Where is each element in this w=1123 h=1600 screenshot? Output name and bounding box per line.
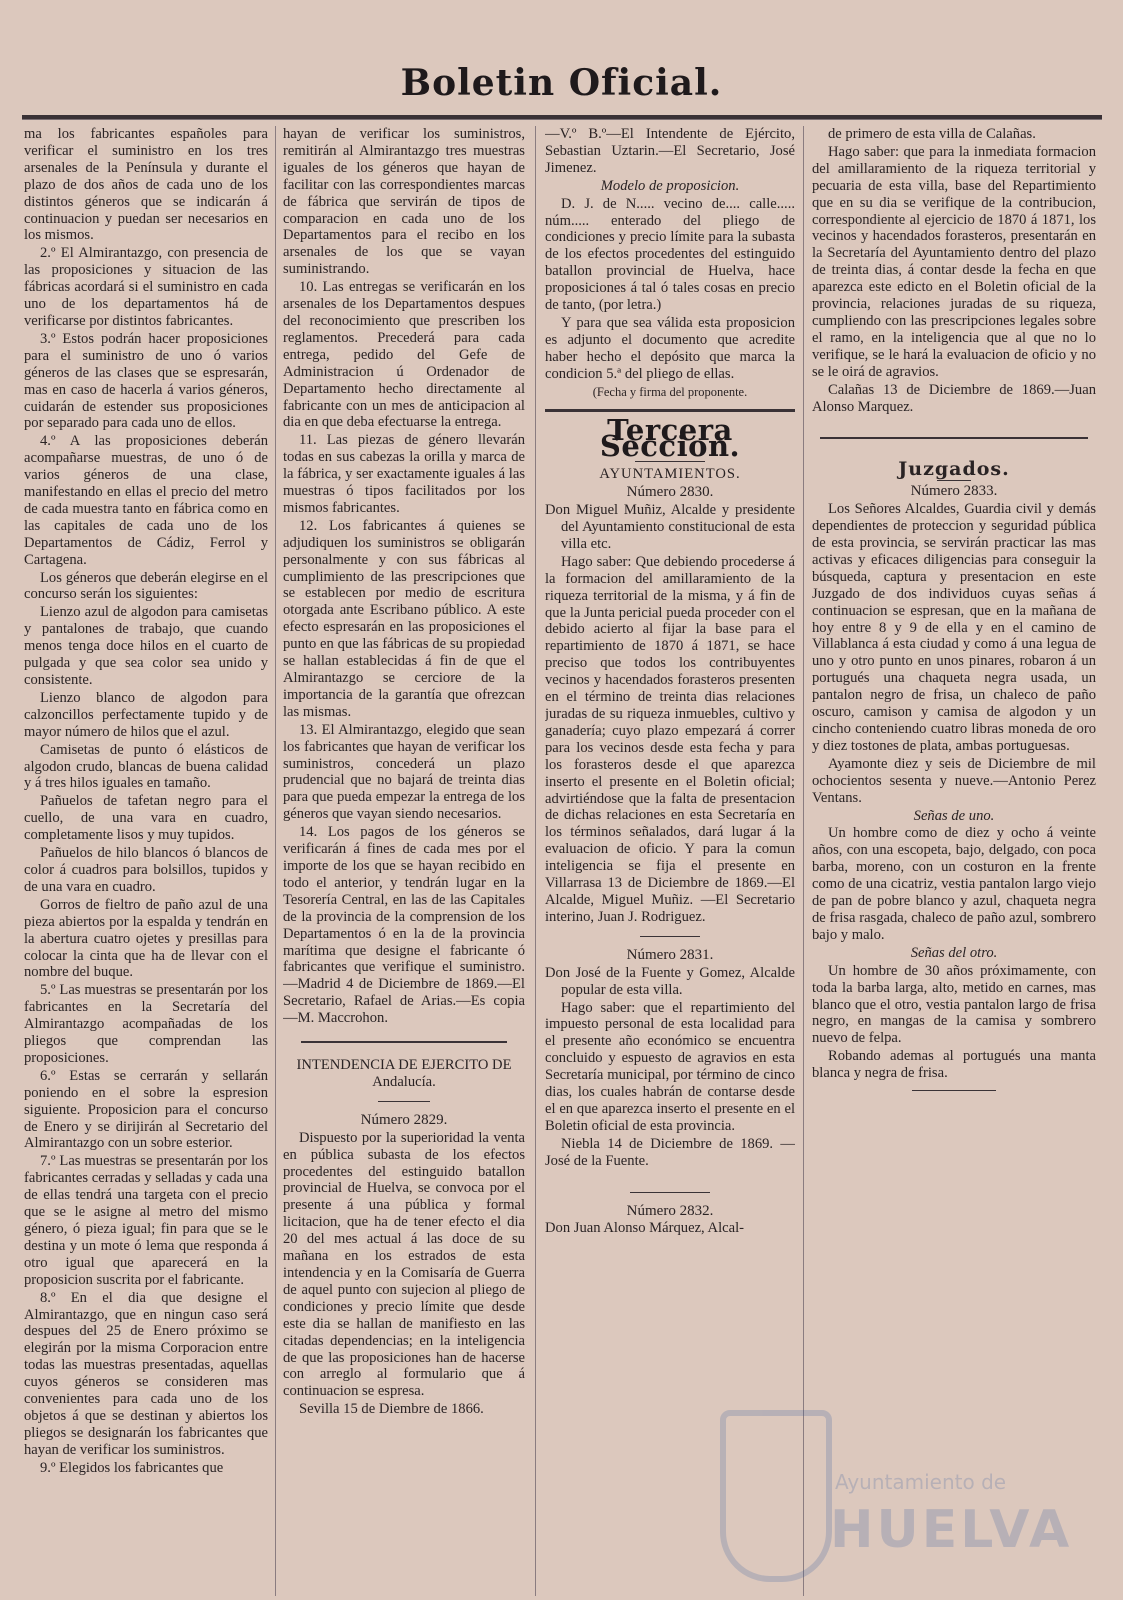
- paragraph: 9.º Elegidos los fabricantes que: [40, 1459, 224, 1476]
- signature-line: Ayamonte diez y seis de Diciembre de mil ochocientos sesenta y nueve.—Antonio Perez Ventans.: [812, 755, 1096, 806]
- paragraph: ma los fabricantes españoles para verificar el suministro en los tres arsenales de la Península y durante el plazo de dos años de cada uno de los distintos géneros que se indicarán á continuacion y puedan ser necesarios en los mismos.: [24, 126, 268, 244]
- paragraph: 2.º El Almirantazgo, con presencia de las proposiciones y situacion de las fábricas acordará si el suministro en cada uno de los departamentos há de verificarse por distintos fabricantes.: [24, 245, 268, 329]
- watermark-caption: Ayuntamiento de: [835, 1470, 1007, 1494]
- paragraph: 11. Las piezas de género llevarán todas en sus cabezas la orilla y marca de la fábrica, y ser exactamente iguales á las muestras ó tipos facilitados por los mismos fabricantes.: [283, 432, 525, 516]
- column-divider: [275, 126, 276, 1596]
- paragraph: 7.º Las muestras se presentarán por los fabricantes cerradas y selladas y cada una de ellas tendrá una targeta con el precio que se le asigne al metro del mismo género, ó pieza igual; fin para que se le destina y un mote ó lema que responda á otro igual que aparecerá en la proposicion suscrita por el fabricante.: [24, 1153, 268, 1288]
- notice-number: Número 2833.: [910, 483, 998, 500]
- subheading: Señas del otro.: [910, 944, 998, 961]
- section-divider: [820, 437, 1088, 439]
- paragraph: Lienzo blanco de algodon para calzoncillos perfectamente tupido y de mayor número de hilos que el azul.: [24, 689, 268, 740]
- column-1: [24, 126, 268, 1596]
- section-subtitle: AYUNTAMIENTOS.: [599, 466, 741, 483]
- column-3: [545, 126, 795, 1596]
- watermark-text: HUELVA: [830, 1500, 1073, 1560]
- paragraph: Pañuelos de tafetan negro para el cuello, de una vara en cuadro, completamente lisos y muy tupidos.: [24, 793, 268, 844]
- paragraph: Dispuesto por la superioridad la venta en pública subasta de los efectos procedentes del estinguido batallon provincial de Huelva, se convoca por el presente á una pública y formal licitacion, que ha de tener efecto el dia 20 del mes actual á las doce de su mañana en los estrados de esta intendencia y en la Comisaría de Guerra de aquel punto con sujecion al pliego de condiciones y precio límite que desde este dia se hallan de manifiesto en las citadas dependencias; en la inteligencia de que las proposiciones han de hacerse con arreglo al formulario que á continuacion se espresa.: [283, 1129, 525, 1400]
- masthead-rule: [22, 115, 1102, 120]
- section-divider: [301, 1041, 507, 1043]
- paragraph: Hago saber: que el repartimiento del impuesto personal de esta localidad para el presente año económico se encuentra concluido y espuesto de agravios en esta Secretaría municipal, por término de cinco dias, los cuales habrán de contarse desde el en que aparezca inserto el presente en el Boletin oficial de esta provincia.: [545, 999, 795, 1134]
- subheading: Señas de uno.: [913, 807, 995, 824]
- section-title: Juzgados.: [898, 458, 1010, 481]
- paragraph: Y para que sea válida esta proposicion es adjunto el documento que acredite haber hecho el depósito que marca la condicion 5.ª del pliego de ellas.: [545, 314, 795, 382]
- column-divider: [535, 126, 536, 1596]
- subheading: Modelo de proposicion.: [600, 177, 740, 194]
- signature-line: Calañas 13 de Diciembre de 1869.—Juan Alonso Marquez.: [812, 381, 1096, 415]
- paragraph: 4.º A las proposiciones deberán acompañarse muestras, de uno ó de varios géneros de una clase, manifestando en ellas el precio del metro de cada muestra tanto en fábrica como en las capitales de cada uno de los Departamentos de Cádiz, Ferrol y Cartagena.: [24, 433, 268, 568]
- paragraph: de primero de esta villa de Calañas.: [828, 126, 1036, 142]
- divider: [378, 1101, 430, 1102]
- divider: [937, 480, 971, 481]
- paragraph: 14. Los pagos de los géneros se verificarán á fines de cada mes por el importe de los que se hayan recibido en todo el anterior, y tendrán lugar en la Tesorería Central, en las de las Capitales de la provincia de la comprension de los Departamentos ó en la de la provincia marítima que designe el fabricante ó fabricantes que verifique el suministro.—Madrid 4 de Diciembre de 1869.—El Secretario, Rafael de Arias.—Es copia —M. Maccrohon.: [283, 824, 525, 1027]
- paragraph: Robando ademas al portugués una manta blanca y negra de frisa.: [812, 1048, 1096, 1082]
- notice-number: Número 2832.: [626, 1202, 714, 1219]
- paragraph: Los Señores Alcaldes, Guardia civil y demás dependientes de proteccion y seguridad pública de esta provincia, se servirán practicar las mas activas y eficaces diligencias para conseguir la búsqueda, captura y presentacion en este Juzgado de dos individuos cuyas señas á continuacion se espresan, que en la mañana de hoy entre 8 y 9 de ella y en el camino de Villablanca á esta ciudad y como á una legua de uno y otro punto en unos pinares, robaron á un portugués una chaqueta negra usada, un pantalon negro de frisa, un chaleco de paño oscuro, camison y camisa de algodon y un cincho conteniendo cuatro libras moneda de oro y diez tostones de plata, ambas portuguesas.: [812, 501, 1096, 754]
- paragraph: Camisetas de punto ó elásticos de algodon crudo, blancas de buena calidad y á tres hilos iguales en tamaño.: [24, 741, 268, 792]
- paragraph: Los géneros que deberán elegirse en el concurso serán los siguientes:: [24, 569, 268, 603]
- paragraph: 8.º En el dia que designe el Almirantazgo, que en ningun caso será despues del 25 de Enero próximo se elegirán por la misma Corporacion entre todas las muestras presentadas, aquellas cuyos géneros se consideren mas convenientes para cada uno de los objetos á que se destinan y abiertos los pliegos se designarán los fabricantes que hayan de verificar los suministros.: [24, 1289, 268, 1458]
- paragraph: Un hombre como de diez y ocho á veinte años, con una escopeta, bajo, delgado, con poca barba, moreno, con un costuron en la frente como de una cicatriz, vestia pantalon largo viejo de pan de pobre blanco y azul, chaqueta negra de frisa rasgada, chaleco de paño azul, sombrero bajo y malo.: [812, 825, 1096, 943]
- paragraph: 13. El Almirantazgo, elegido que sean los fabricantes que hayan de verificar los suministros, concederá un plazo prudencial que no bajará de treinta dias para que pueda empezar la entrega de los géneros que vayan siendo necesarios.: [283, 721, 525, 823]
- notice-heading: Don José de la Fuente y Gomez, Alcalde popular de esta villa.: [545, 964, 795, 998]
- paragraph: hayan de verificar los suministros, remitirán al Almirantazgo tres muestras iguales de los géneros que hayan de facilitar con las correspondientes marcas de fábrica que servirán de tipos de comparacion en cada uno de los Departamentos para el recibo en los arsenales de los que se vayan suministrando.: [283, 126, 525, 278]
- masthead-title: Boletin Oficial.: [400, 62, 723, 104]
- divider: [912, 1090, 996, 1091]
- notice-number: Número 2831.: [626, 946, 714, 963]
- paragraph: Gorros de fieltro de paño azul de una pieza abiertos por la espalda y tendrán en la abertura cuatro ojetes y presillas para colocar la cinta que ha de llevar con el nombre del buque.: [24, 896, 268, 981]
- paragraph: —V.º B.º—El Intendente de Ejército, Sebastian Uztarin.—El Secretario, José Jimenez.: [545, 126, 795, 176]
- column-4: [812, 126, 1096, 1596]
- paragraph: Un hombre de 30 años próximamente, con toda la barba larga, alto, metido en carnes, mas blanco que el otro, vestia pantalon largo de frisa negro, en mangas de la camisa y sombrero nuevo de felpa.: [812, 962, 1096, 1047]
- paragraph: Lienzo azul de algodon para camisetas y pantalones de trabajo, que cuando menos tenga doce hilos en el cuarto de pulgada y que sea color sea unido y consistente.: [24, 604, 268, 688]
- notice-number: Número 2829.: [360, 1111, 448, 1128]
- column-divider: [803, 126, 804, 1596]
- paragraph: 3.º Estos podrán hacer proposiciones para el suministro de uno ó varios géneros de las clases que se espresarán, mas en caso de hacerla á varios géneros, cuidarán de estender sus proposiciones por separado para cada uno de ellos.: [24, 330, 268, 432]
- paragraph: 12. Los fabricantes á quienes se adjudiquen los suministros se obligarán personalmente y con sus fábricas al cumplimiento de las prescripciones que se establecen por medio de escritura otorgada ante Escribano público. A este efecto espresarán en las proposiciones el punto en que las fábricas de su propiedad se hallan establecidas á fin de que el Almirantazgo se cerciore de la importancia de la garantía que ofrezcan las mismas.: [283, 517, 525, 720]
- paragraph: D. J. de N..... vecino de.... calle..... núm..... enterado del pliego de condiciones y precio límite para la subasta de los efectos procedentes del estinguido batallon provincial de Huelva, hace proposiciones á tal ó tales cosas en precio de tanto, (por letra.): [545, 195, 795, 314]
- notice-heading: Don Juan Alonso Márquez, Alcal-: [545, 1220, 745, 1237]
- column-2: [283, 126, 525, 1596]
- divider: [640, 936, 700, 937]
- signature-line: Niebla 14 de Diciembre de 1869. —José de la Fuente.: [545, 1135, 795, 1169]
- section-title: Tercera Seccion.: [599, 412, 741, 464]
- paragraph: Hago saber: que para la inmediata formacion del amillaramiento de la riqueza territorial y pecuaria de esta villa, base del Repartimiento que en su dia se verifique de la contribucion, correspondiente al ejercicio de 1870 á 1871, los vecinos y hacendados forasteros, presentarán en la Secretaría del Ayuntamiento dentro del plazo de treinta dias, á contar desde la fecha en que aparezca este edicto en el Boletin oficial de la provincia, relaciones juradas de su riqueza, cumpliendo con las prescripciones legales sobre el ramo, en la inteligencia que al que no lo verifique, se le hará la evaluacion de oficio y no se le oirá de agravios.: [812, 143, 1096, 380]
- paragraph: 5.º Las muestras se presentarán por los fabricantes en la Secretaría del Almirantazgo acompañadas de los pliegos que comprendan las proposiciones.: [24, 982, 268, 1066]
- section-divider: [545, 409, 795, 412]
- notice-number: Número 2830.: [626, 484, 714, 501]
- divider: [630, 1192, 710, 1193]
- paragraph: Pañuelos de hilo blancos ó blancos de color á cuadros para bolsillos, tupidos y de una vara en cuadro.: [24, 845, 268, 895]
- notice-heading: Don Miguel Muñiz, Alcalde y presidente del Ayuntamiento constitucional de esta villa etc.: [545, 502, 795, 552]
- section-heading: INTENDENCIA DE EJERCITO DE Andalucía.: [296, 1057, 512, 1090]
- paragraph: Hago saber: Que debiendo procederse á la formacion del amillaramiento de la riqueza territorial de la misma, y á fin de que la Junta pericial pueda proceder con el debido acierto al fijar la base para el repartimiento de 1870 á 1871, se hace preciso que todos los contribuyentes vecinos y hacendados forasteros presenten en el término de treinta dias relaciones juradas de su riqueza inmuebles, cultivo y ganadería; cuyo plazo empezará á correr para los vecinos desde esta fecha y para los forasteros desde el que aparezca inserto el presente en el Boletin oficial; advirtiéndose que la falta de presentacion de dichas relaciones en esta Secretaría en los términos señalados, dará lugar á la evaluacion de oficio. Y para la comun inteligencia se fija el presente en Villarrasa 13 de Diciembre de 1869.—El Alcalde, Miguel Muñiz. —El Secretario interino, Juan J. Rodriguez.: [545, 553, 795, 925]
- signature-line: Sevilla 15 de Diembre de 1866.: [299, 1401, 484, 1418]
- signature-note: (Fecha y firma del proponente.: [592, 384, 748, 399]
- paragraph: 10. Las entregas se verificarán en los arsenales de los Departamentos despues del reconocimiento que prescriben los reglamentos. Precederá para cada entrega, pedido del Gefe de Administracion ú Ordenador de Departamento hecho directamente al fabricante con un mes de anticipacion al dia en que deba efectuarse la entrega.: [283, 279, 525, 431]
- paragraph: 6.º Estas se cerrarán y sellarán poniendo en el sobre la espresion siguiente. Proposicion para el concurso de Enero y se dirijirán al Secretario del Almirantazgo con un sobre esterior.: [24, 1067, 268, 1152]
